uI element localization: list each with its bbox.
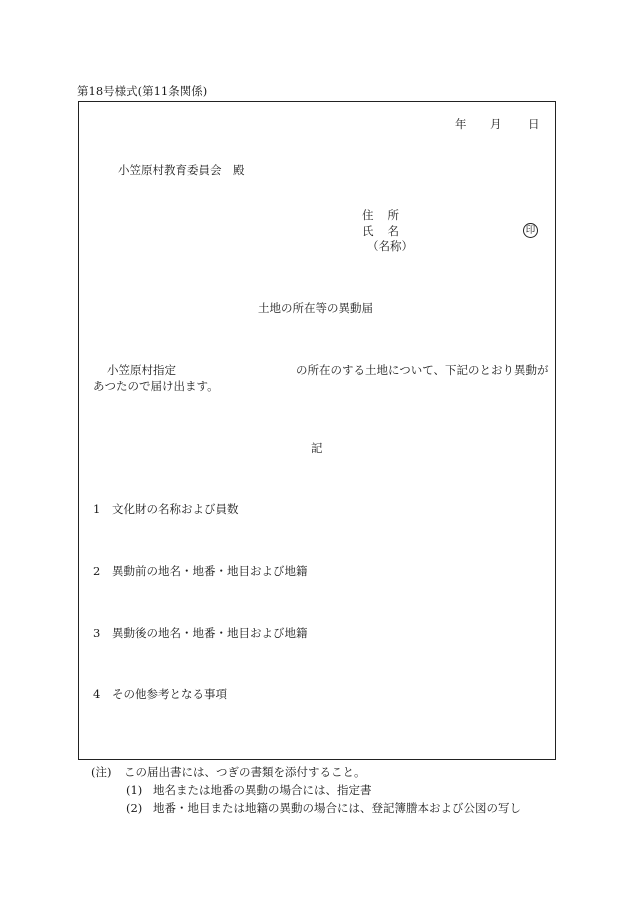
list-item (93, 565, 308, 579)
note-heading (91, 766, 366, 780)
note-number: (2) (126, 801, 143, 815)
date-day-label: 日 (528, 117, 540, 131)
address-label-char-1: 住 (362, 208, 374, 222)
form-frame (78, 101, 556, 760)
address-label (362, 209, 399, 223)
date-year-label: 年 (455, 117, 467, 131)
note-number: (1) (126, 783, 143, 797)
seal-mark: 印 (523, 223, 538, 238)
list-item (93, 627, 308, 641)
item-text: その他参考となる事項 (112, 687, 227, 701)
name-label-char-1: 氏 (362, 224, 374, 238)
note-text: 地番・地目または地籍の異動の場合には、登記簿謄本および公図の写し (153, 801, 521, 815)
item-number: 4 (93, 687, 101, 701)
recipient: 小笠原村教育委員会 殿 (118, 163, 245, 177)
address-label-char-2: 所 (387, 208, 399, 222)
document-title: 土地の所在等の異動届 (258, 301, 373, 315)
item-text: 異動前の地名・地番・地目および地籍 (112, 564, 308, 578)
ki-heading: 記 (311, 441, 323, 455)
item-text: 異動後の地名・地番・地目および地籍 (112, 626, 308, 640)
list-item (93, 503, 239, 517)
date-month-label: 月 (490, 117, 502, 131)
item-number: 3 (93, 626, 101, 640)
form-number: 第18号様式(第11条関係) (77, 84, 208, 98)
name-label (362, 225, 399, 239)
name-label-char-2: 名 (387, 224, 399, 238)
body-line2: あつたので届け出ます。 (93, 379, 219, 393)
note-item (126, 784, 372, 798)
note-intro: この届出書には、つぎの書類を添付すること。 (124, 765, 366, 779)
note-text: 地名または地番の異動の場合には、指定書 (153, 783, 372, 797)
body-line1-suffix: の所在のする土地について、下記のとおり異動が (296, 363, 549, 377)
list-item (93, 688, 227, 702)
item-text: 文化財の名称および員数 (112, 502, 239, 516)
note-item (126, 802, 521, 816)
item-number: 1 (93, 502, 101, 516)
item-number: 2 (93, 564, 101, 578)
alias-label: （名称） (367, 239, 413, 253)
note-label: (注) (91, 765, 112, 779)
body-line1-prefix: 小笠原村指定 (107, 363, 176, 377)
